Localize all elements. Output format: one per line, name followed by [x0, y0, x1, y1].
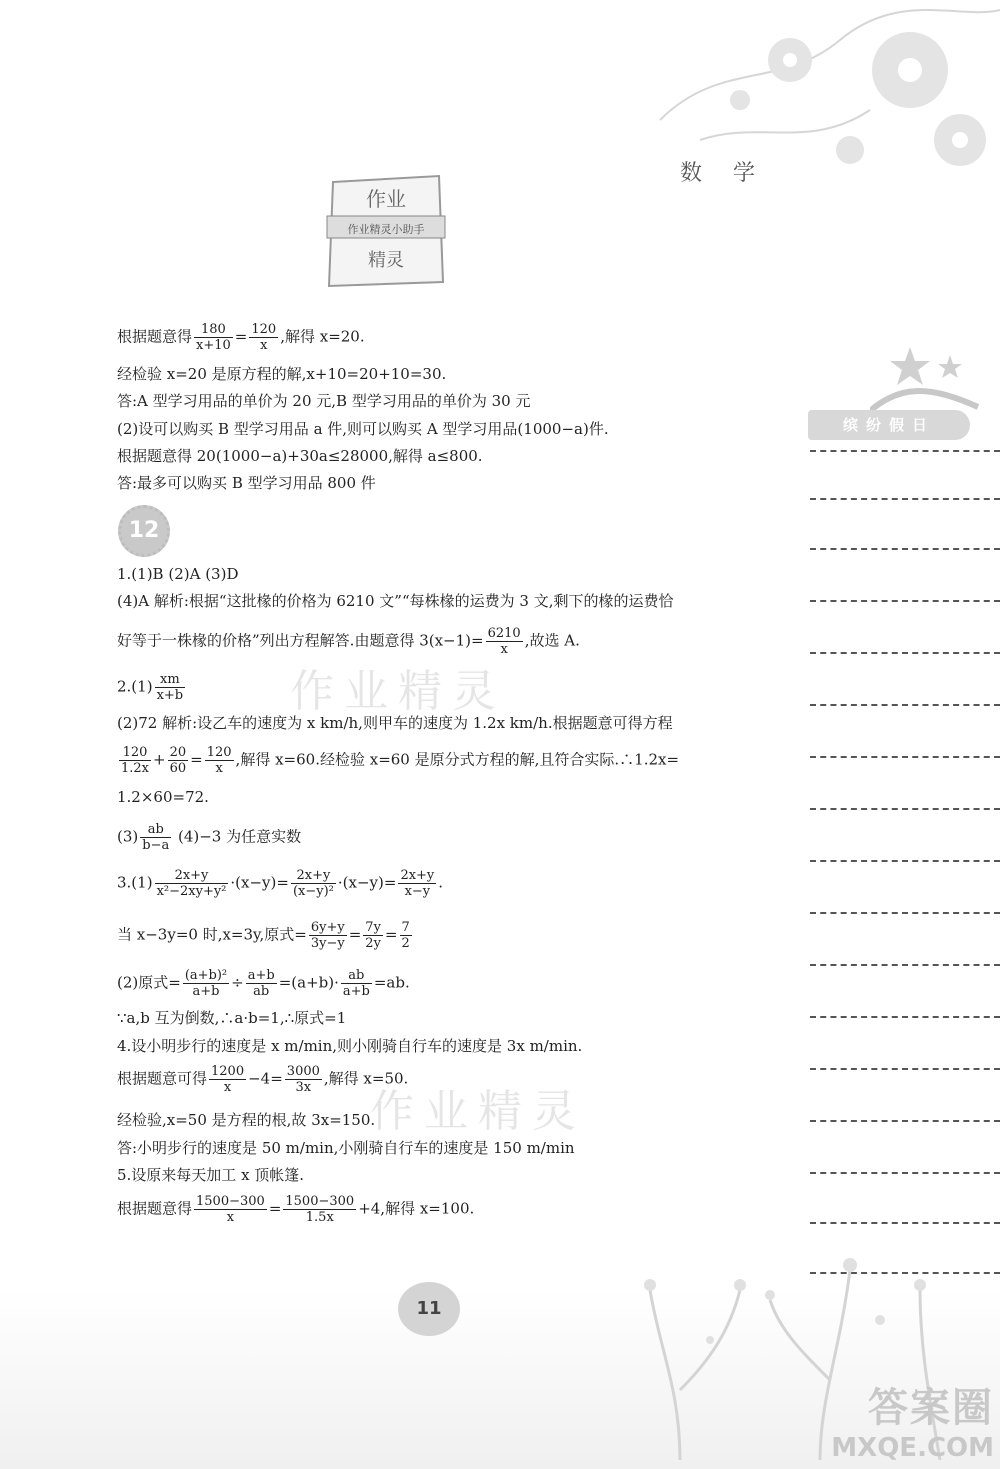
note-line: [810, 1016, 1000, 1018]
answer-line: 根据题意得 20(1000−a)+30a≤28000,解得 a≤800.: [117, 447, 483, 465]
answer-line: 好等于一株椽的价格”列出方程解答.由题意得 3(x−1)= $\frac{6210}{x}$ ,故选 A.: [117, 626, 580, 657]
note-line: [810, 600, 1000, 602]
answer-line: (2)设可以购买 B 型学习用品 a 件,则可以购买 A 型学习用品(1000−a)件.: [117, 420, 609, 438]
note-line: [810, 808, 1000, 810]
answer-line: 答:小明步行的速度是 50 m/min,小刚骑自行车的速度是 150 m/min: [117, 1139, 575, 1157]
note-line: [810, 498, 1000, 500]
page-number: 11: [398, 1282, 460, 1336]
answer-line: 5.设原来每天加工 x 顶帐篷.: [117, 1166, 305, 1184]
answer-line: 4.设小明步行的速度是 x m/min,则小刚骑自行车的速度是 3x m/min.: [117, 1037, 583, 1055]
star-decoration: [870, 345, 980, 415]
answer-line: (2)72 解析:设乙车的速度为 x km/h,则甲车的速度为 1.2x km/h.根据题意可得方程: [117, 714, 673, 732]
answer-line: 1.(1)B (2)A (3)D: [117, 565, 239, 583]
answer-line: 根据题意得 $\frac{180}{x+10}$ = $\frac{120}{x}$ ,解得 x=20.: [117, 322, 365, 353]
note-line: [810, 1172, 1000, 1174]
stamp-line2: 作业精灵小助手: [347, 223, 425, 236]
note-line: [810, 548, 1000, 550]
note-line: [810, 1068, 1000, 1070]
answer-line: 根据题意得 $\frac{1500-300}{x}$ = $\frac{1500-300}{1.5x}$ +4,解得 x=100.: [117, 1194, 475, 1225]
answer-line: 答:A 型学习用品的单价为 20 元,B 型学习用品的单价为 30 元: [117, 392, 531, 410]
answer-line: 经检验,x=50 是方程的根,故 3x=150.: [117, 1111, 376, 1129]
section-number-badge: 12: [118, 505, 170, 557]
note-line: [810, 912, 1000, 914]
answer-line: (3) $\frac{ab}{b-a}$ (4)−3 为任意实数: [117, 822, 302, 853]
stamp-line1: 作业: [366, 187, 406, 211]
note-line: [810, 704, 1000, 706]
note-line: [810, 1222, 1000, 1224]
watermark-text: 作业精灵: [370, 1086, 586, 1137]
watermark-text: 作业精灵: [290, 666, 506, 717]
note-line: [810, 450, 1000, 452]
stamp-logo: [323, 172, 449, 290]
note-line: [810, 652, 1000, 654]
answer-line: 根据题意可得 $\frac{1200}{x}$ −4= $\frac{3000}{3x}$ ,解得 x=50.: [117, 1064, 409, 1095]
answer-line: 当 x−3y=0 时,x=3y,原式= $\frac{6y+y}{3y-y}$ = $\frac{7y}{2y}$ = $\frac{7}{2}$: [117, 920, 410, 951]
answer-line: 答:最多可以购买 B 型学习用品 800 件: [117, 474, 376, 492]
corner-watermark-line2: MXQE.COM: [831, 1433, 994, 1463]
answer-line: 2.(1) $\frac{xm}{x+b}$: [117, 672, 184, 703]
note-line: [810, 964, 1000, 966]
answer-line: 经检验 x=20 是原方程的解,x+10=20+10=30.: [117, 365, 447, 383]
note-line: [810, 756, 1000, 758]
answer-line: $\frac{120}{1.2x}$ + $\frac{20}{60}$ = $\frac{120}{x}$ ,解得 x=60.经检验 x=60 是原分式方程的解,且符合实际.∴1.2x=: [121, 745, 680, 776]
stamp-line3: 精灵: [368, 250, 404, 271]
answer-line: 1.2×60=72.: [117, 788, 209, 806]
answer-line: (4)A 解析:根据“这批椽的价格为 6210 文”“每株椽的运费为 3 文,剩下的椽的运费恰: [117, 592, 674, 610]
answer-line: ∵a,b 互为倒数,∴a·b=1,∴原式=1: [117, 1009, 347, 1027]
answer-line: (2)原式= $\frac{\text{(a+b)²}}{a+b}$ ÷ $\frac{a+b}{ab}$ =(a+b)· $\frac{ab}{a+b}$ =ab.: [117, 968, 410, 999]
note-line: [810, 860, 1000, 862]
corner-watermark-line1: 答案圈: [868, 1385, 994, 1431]
sidebar-tag: 缤纷假日: [808, 410, 970, 440]
answer-line: 3.(1) $\frac{2x+y}{\text{x²−2xy+y²}}$ ·(x−y)= $\frac{2x+y}{\text{(x−y)²}}$ ·(x−y)= $\frac{2x+y}{x-y}$ .: [117, 868, 444, 899]
corner-watermark: [831, 1376, 994, 1463]
subject-title: 数 学: [680, 161, 767, 186]
note-line: [810, 1120, 1000, 1122]
